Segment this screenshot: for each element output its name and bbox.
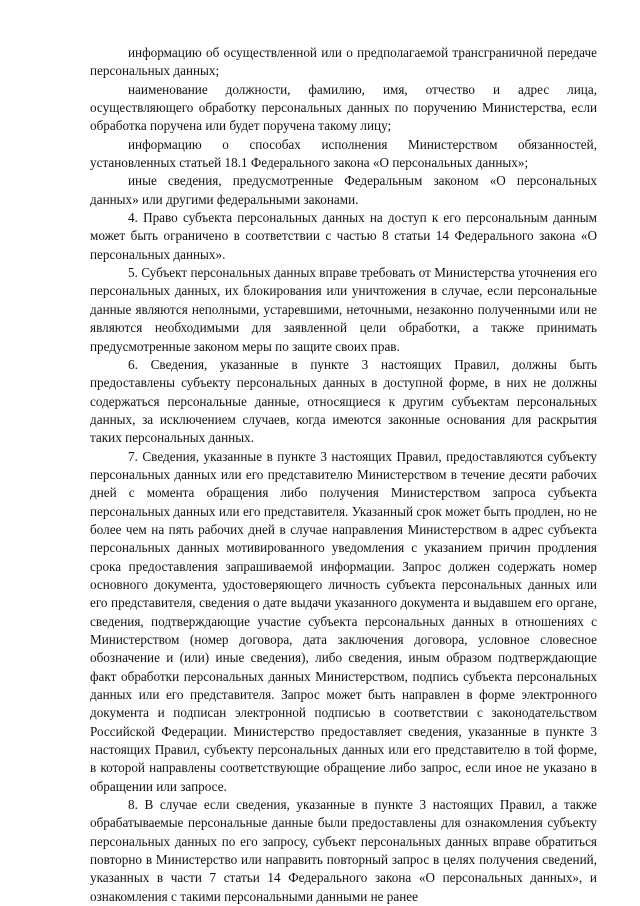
- paragraph-clause-6: 6. Сведения, указанные в пункте 3 настоящих Правил, должны быть предоставлены субъекту персональных данных в доступной форме, в них не должны содержаться персональные данные, относящиеся к другим субъектам персональных данных, за исключением случаев, когда имеются законные основания для раскрытия таких персональных данных.: [90, 356, 597, 446]
- paragraph-clause-4: 4. Право субъекта персональных данных на доступ к его персональным данным может быть ограничено в соответствии с частью 8 статьи 14 Федерального закона «О персональных данных».: [90, 210, 597, 262]
- paragraph-obligation-methods: информацию о способах исполнения Министерством обязанностей, установленных статьей 18.1 Федерального закона «О персональных данных»;: [90, 136, 597, 171]
- paragraph-clause-5: 5. Субъект персональных данных вправе требовать от Министерства уточнения его персональных данных, их блокирования или уничтожения в случае, если персональные данные являются неполными, устаревшими, неточными, незаконно полученными или не являются необходимыми для заявленной цели обработки, а также принимать предусмотренные законом меры по защите своих прав.: [90, 265, 597, 354]
- paragraph-other-info: иные сведения, предусмотренные Федеральным законом «О персональных данных» или другими федеральными законами.: [90, 173, 597, 207]
- paragraph-clause-7: 7. Сведения, указанные в пункте 3 настоящих Правил, предоставляются субъекту персональных данных или его представителю Министерством в течение десяти рабочих дней с момента обращения либо получения Министерством запроса субъекта персональных данных или его представителя. Указанный срок может быть продлен, но не более чем на пять рабочих дней в случае направления Министерством в адрес субъекта персональных данных мотивированного уведомления с указанием причин продления срока предоставления запрашиваемой информации. Запрос должен содержать номер основного документа, удостоверяющего личность субъекта персональных данных или его представителя, сведения о дате выдачи указанного документа и выдавшем его органе, сведения, подтверждающие участие субъекта персональных данных в отношениях с Министерством (номер договора, дата заключения договора, условное словесное обозначение и (или) иные сведения), либо сведения, иным образом подтверждающие факт обработки персональных данных Министерством, подпись субъекта персональных данных или его представителя. Запрос может быть направлен в форме электронного документа и подписан электронной подписью в соответствии с законодательством Российской Федерации. Министерство предоставляет сведения, указанные в пункте 3 настоящих Правил, субъекту персональных данных или его представителю в той форме, в которой направлены соответствующие обращение либо запрос, если иное не указано в обращении или запросе.: [90, 448, 597, 794]
- paragraph-processor-info: наименование должности, фамилию, имя, отчество и адрес лица, осуществляющего обработку персональных данных по поручению Министерства, если обработка поручена или будет поручена такому лицу;: [90, 81, 597, 134]
- paragraph-clause-8: 8. В случае если сведения, указанные в пункте 3 настоящих Правил, а также обрабатываемые персональные данные были предоставлены для ознакомления субъекту персональных данных по его запросу, субъект персональных данных вправе обратиться повторно в Министерство или направить повторный запрос в целях получения сведений, указанных в части 7 статьи 14 Федерального закона «О персональных данных», и ознакомления с такими персональными данными не ранее: [90, 797, 597, 904]
- document-page: [90, 44, 597, 906]
- paragraph-cross-border-transfer: информацию об осуществленной или о предполагаемой трансграничной передаче персональных данных;: [90, 45, 597, 79]
